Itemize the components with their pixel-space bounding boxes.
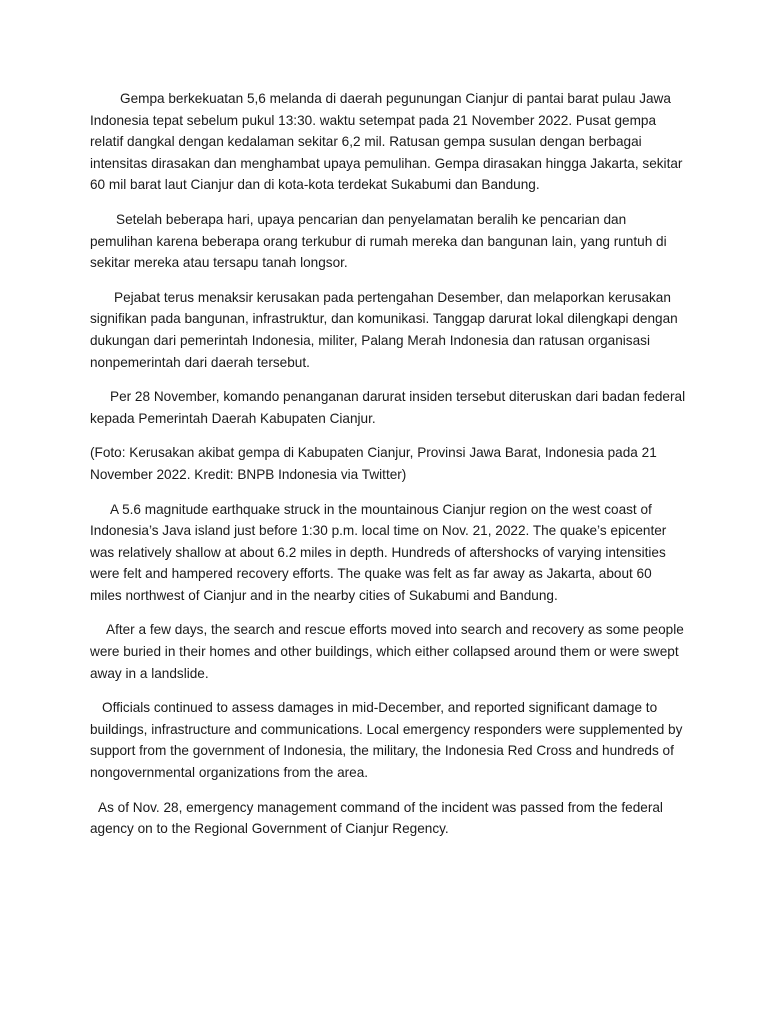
paragraph-1: Gempa berkekuatan 5,6 melanda di daerah pegunungan Cianjur di pantai barat pulau Jawa Indonesia tepat sebelum pukul 13:30. waktu setempat pada 21 November 2022. Pusat gempa relatif dangkal dengan kedalaman sekitar 6,2 mil. Ratusan gempa susulan dengan berbagai intensitas dirasakan dan menghambat upaya pemulihan. Gempa dirasakan hingga Jakarta, sekitar 60 mil barat laut Cianjur dan di kota-kota terdekat Sukabumi dan Bandung.: [90, 91, 683, 193]
paragraph-6: After a few days, the search and rescue efforts moved into search and recovery as some people were buried in their homes and other buildings, which either collapsed around them or were swept away in a landslide.: [90, 622, 684, 681]
paragraph-4: Per 28 November, komando penanganan darurat insiden tersebut diteruskan dari badan federal kepada Pemerintah Daerah Kabupaten Cianjur.: [90, 389, 686, 426]
paragraph-5: A 5.6 magnitude earthquake struck in the mountainous Cianjur region on the west coast of Indonesia’s Java island just before 1:30 p.m. local time on Nov. 21, 2022. The quake’s epicenter was relatively shallow at about 6.2 miles in depth. Hundreds of aftershocks of varying intensities were felt and hampered recovery efforts. The quake was felt as far away as Jakarta, about 60 miles northwest of Cianjur and in the nearby cities of Sukabumi and Bandung.: [90, 501, 667, 603]
paragraph-7: Officials continued to assess damages in mid-December, and reported significant damage to buildings, infrastructure and communications. Local emergency responders were supplemented by support from the government of Indonesia, the military, the Indonesia Red Cross and hundreds of nongovernmental organizations from the area.: [90, 700, 683, 781]
paragraph-8: As of Nov. 28, emergency management command of the incident was passed from the federal agency on to the Regional Government of Cianjur Regency.: [90, 799, 663, 837]
paragraph-2: Setelah beberapa hari, upaya pencarian dan penyelamatan beralih ke pencarian dan pemulihan karena beberapa orang terkubur di rumah mereka dan bangunan lain, yang runtuh di sekitar mereka atau tersapu tanah longsor.: [90, 211, 667, 271]
paragraph-3: Pejabat terus menaksir kerusakan pada pertengahan Desember, dan melaporkan kerusakan signifikan pada bangunan, infrastruktur, dan komunikasi. Tanggap darurat lokal dilengkapi dengan dukungan dari pemerintah Indonesia, militer, Palang Merah Indonesia dan ratusan organisasi nonpemerintah dari daerah tersebut.: [90, 289, 678, 370]
photo-caption: (Foto: Kerusakan akibat gempa di Kabupaten Cianjur, Provinsi Jawa Barat, Indonesia pada 21 November 2022. Kredit: BNPB Indonesia via Twitter): [90, 445, 657, 482]
